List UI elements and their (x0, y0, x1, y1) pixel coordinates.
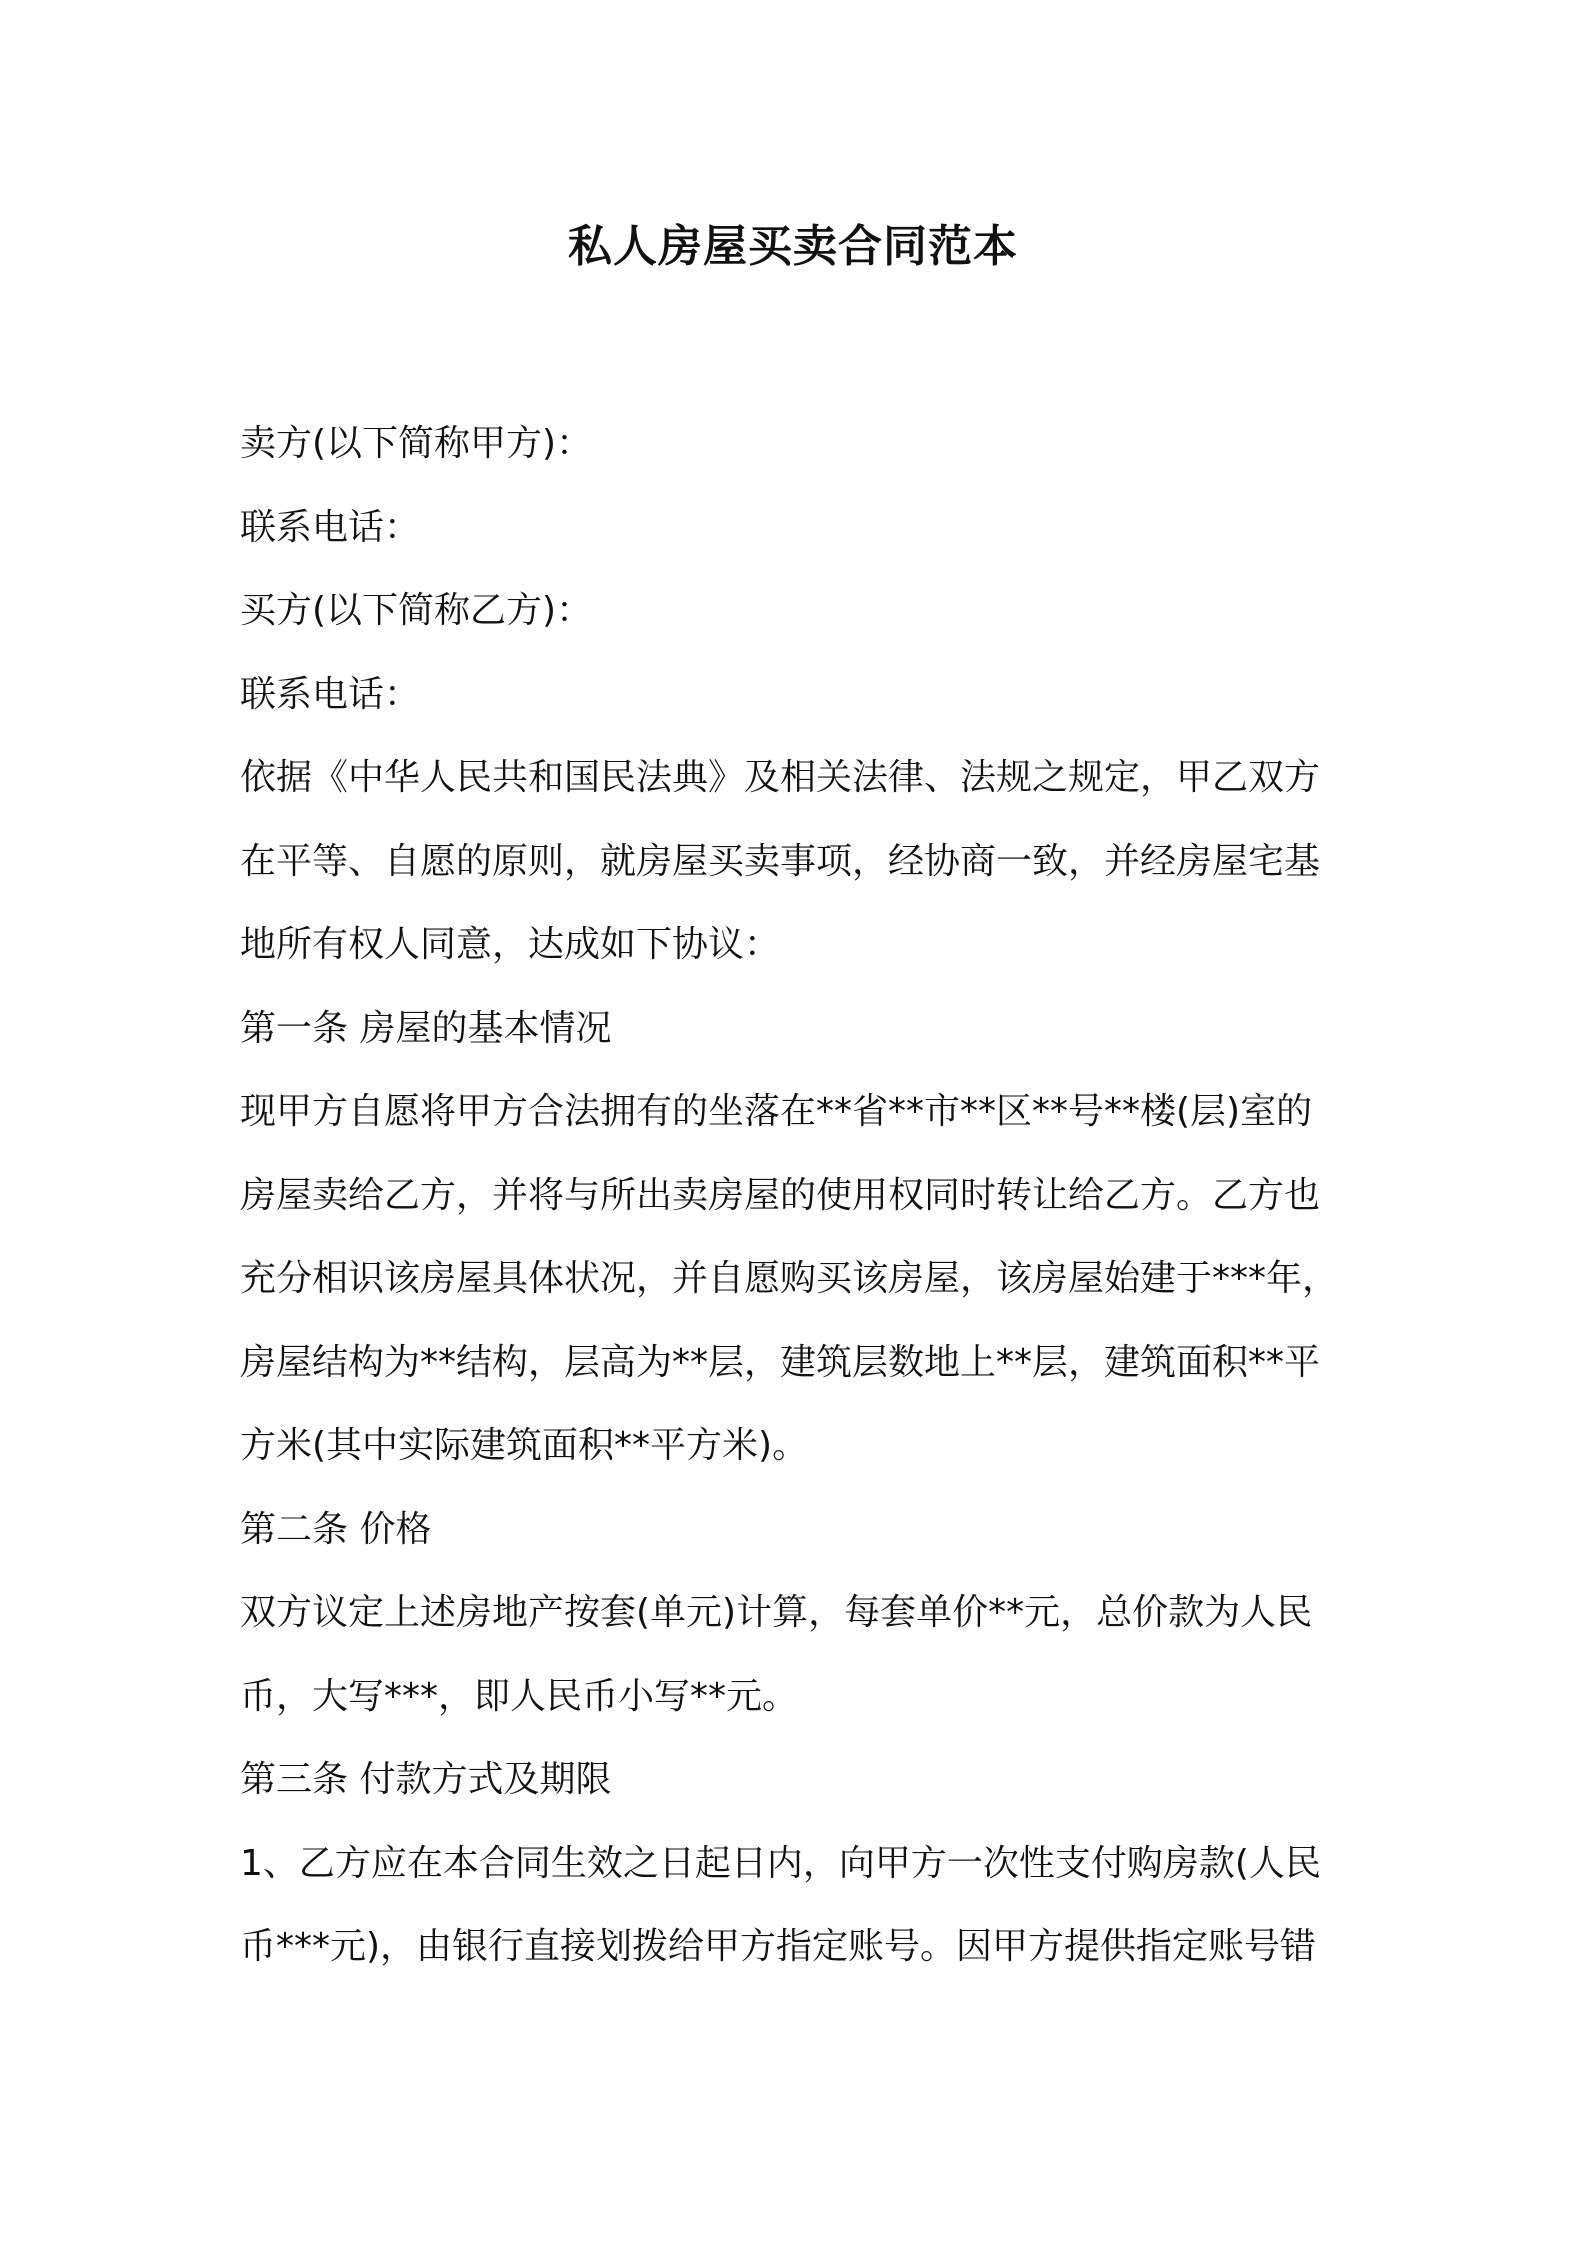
article-2-heading: 第二条 价格 (240, 1508, 432, 1550)
article-1-text-line: 充分相识该房屋具体状况，并自愿购买该房屋，该房屋始建于***年， (240, 1258, 1339, 1299)
article-1-text-line: 房屋结构为**结构，层高为**层，建筑层数地上**层，建筑面积**平 (240, 1341, 1321, 1383)
article-3-text-line: 币***元)，由银行直接划拨给甲方指定账号。因甲方提供指定账号错 (240, 1926, 1317, 1967)
article-3-text-line: 1、乙方应在本合同生效之日起日内，向甲方一次性支付购房款(人民 (240, 1842, 1321, 1884)
document-body (240, 402, 1380, 1989)
article-2-text-line: 币，大写***，即人民币小写**元。 (240, 1675, 799, 1717)
article-2-text-line: 双方议定上述房地产按套(单元)计算，每套单价**元，总价款为人民 (240, 1592, 1313, 1633)
buyer-phone-line: 联系电话： (240, 673, 421, 715)
article-1-text-line: 方米(其中实际建筑面积**平方米)。 (240, 1425, 809, 1466)
preamble-line: 依据《中华人民共和国民法典》及相关法律、法规之规定，甲乙双方 (240, 757, 1321, 798)
seller-line: 卖方(以下简称甲方)： (240, 423, 593, 464)
preamble-line: 在平等、自愿的原则，就房屋买卖事项，经协商一致，并经房屋宅基 (240, 840, 1321, 882)
article-1-text-line: 房屋卖给乙方，并将与所出卖房屋的使用权同时转让给乙方。乙方也 (240, 1174, 1321, 1216)
article-1-heading: 第一条 房屋的基本情况 (240, 1007, 612, 1049)
article-1-text-line: 现甲方自愿将甲方合法拥有的坐落在**省**市**区**号**楼(层)室的 (240, 1091, 1313, 1132)
preamble-line: 地所有权人同意，达成如下协议： (240, 924, 781, 965)
article-3-heading: 第三条 付款方式及期限 (240, 1759, 612, 1800)
buyer-line: 买方(以下简称乙方)： (240, 590, 593, 631)
seller-phone-line: 联系电话： (240, 506, 421, 548)
document-title: 私人房屋买卖合同范本 (568, 221, 1018, 272)
